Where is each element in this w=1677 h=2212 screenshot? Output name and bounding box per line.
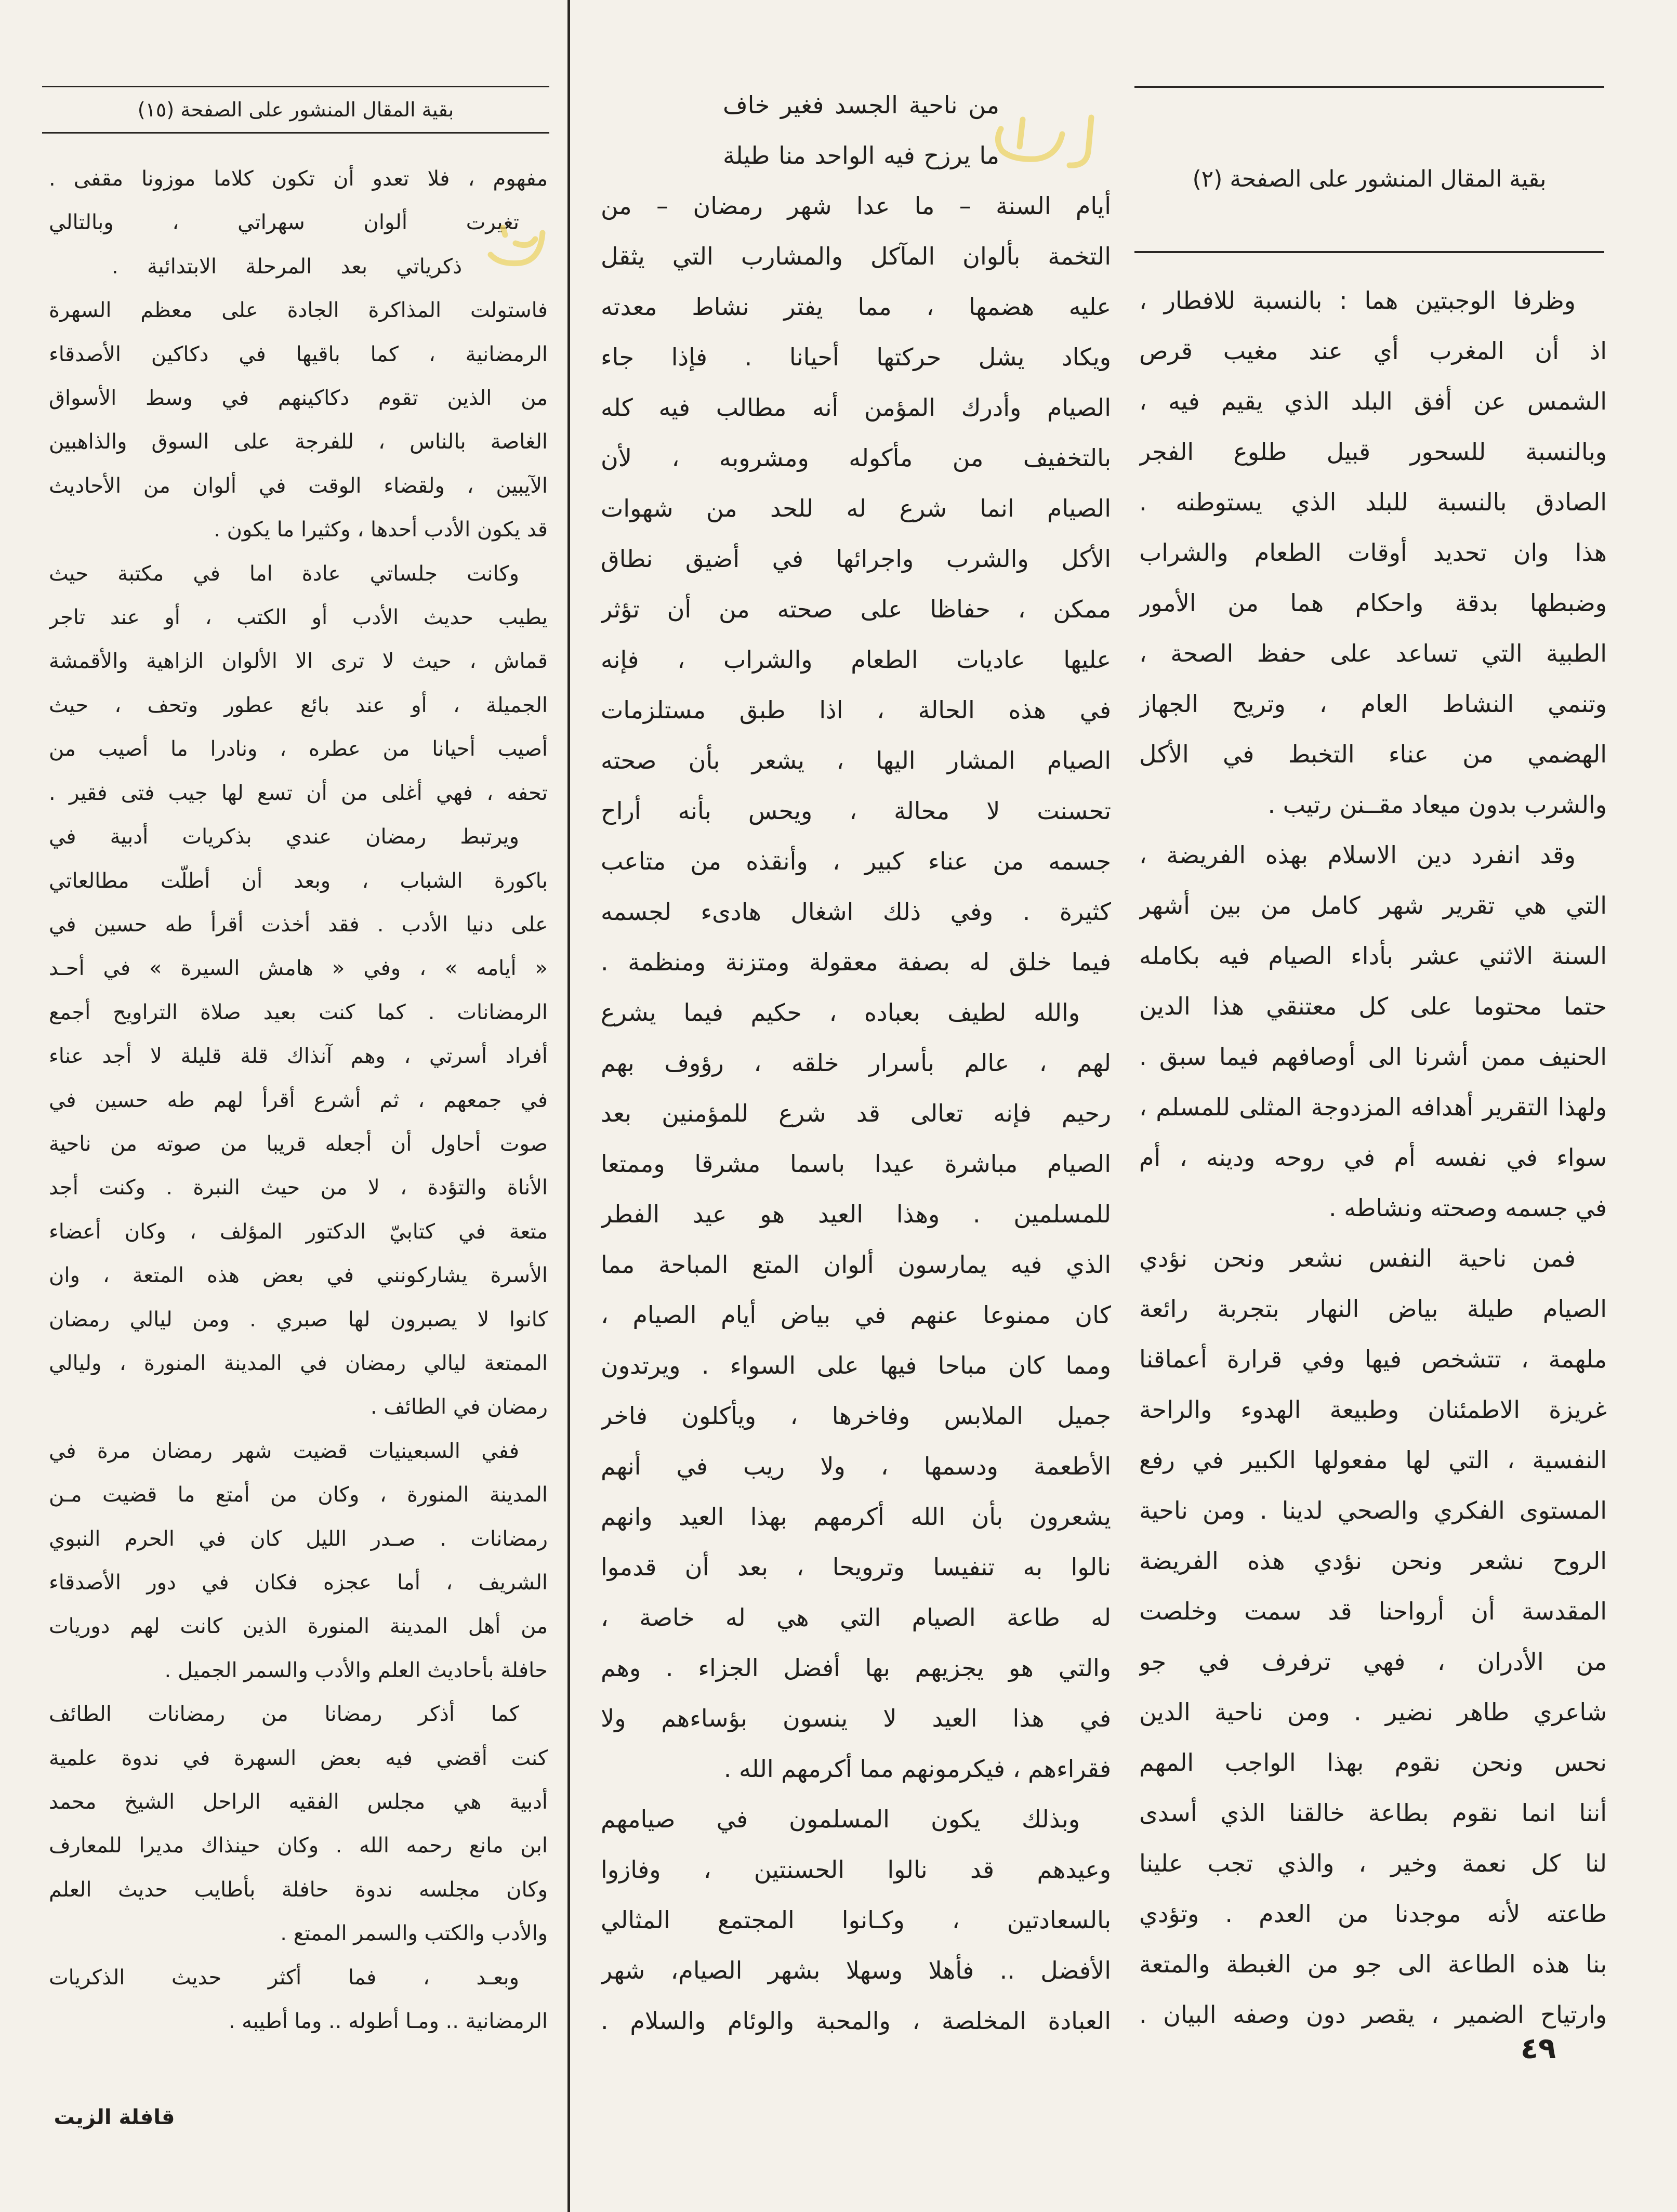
text-line: الصيام طيلة بياض النهار بتجربة رائعة (1139, 1295, 1607, 1323)
text-line: والأدب والكتب والسمر الممتع . (280, 1921, 548, 1946)
text-line: كنت أقضي فيه بعض السهرة في ندوة علمية (49, 1746, 548, 1770)
text-line: في جمعهم ، ثم أشرع أقرأ لهم طه حسين في (49, 1088, 548, 1112)
body-text-left (49, 157, 548, 2043)
text-line: ابن مانع رحمه الله . وكان حينذاك مديرا للمعارف (49, 1834, 548, 1858)
body-text-middle (601, 80, 1111, 2046)
text-line: هذا وان تحديد أوقات الطعام والشراب (1139, 538, 1607, 567)
text-line: ولهذا التقرير أهدافه المزدوجة المثلى للمسلم ، (1139, 1093, 1607, 1121)
text-line: أفراد أسرتي ، وهم آنذاك قلة قليلة لا أجد عناء (49, 1044, 548, 1069)
text-line: الصادق بالنسبة للبلد الذي يستوطنه . (1139, 488, 1607, 516)
text-line: المستوى الفكري والصحي لدينا . ومن ناحية (1139, 1496, 1607, 1524)
text-line: المدينة المنورة ، وكان من أمتع ما قضيت مـن (49, 1483, 548, 1507)
text-line: سواء في نفسه أم في روحه ودينه ، أم (1139, 1143, 1607, 1171)
text-line: أدبية هي مجلس الفقيه الراحل الشيخ محمد (49, 1790, 548, 1814)
text-line: النفسية ، التي لها مفعولها الكبير في رفع (1139, 1446, 1607, 1474)
text-line: الرمضانية ، كما باقيها في دكاكين الأصدقاء (49, 342, 548, 366)
text-line: الرمضانية .. ومـا أطوله .. وما أطيبه . (228, 2009, 548, 2034)
text-line: الأطعمة ودسمها ، ولا ريب في أنهم (601, 1452, 1111, 1480)
text-line: الآيبين ، ولقضاء الوقت في ألوان من الأحاديث (49, 473, 548, 498)
text-line: أيام السنة – ما عدا شهر رمضان – من (601, 192, 1111, 220)
text-line: الشمس عن أفق البلد الذي يقيم فيه ، (1139, 387, 1607, 415)
text-line: وبعـد ، فما أكثر حديث الذكريات (49, 1965, 519, 1990)
text-line: على دنيا الأدب . فقد أخذت أقرأ طه حسين في (49, 912, 548, 937)
page-number: ٤٩ (1520, 2032, 1556, 2065)
text-line: اذ أن المغرب أي عند مغيب قرص (1139, 337, 1607, 365)
text-line: والشرب بدون ميعاد مقــنن رتيب . (1267, 791, 1607, 819)
text-line: كانوا لا يصبرون لها صبري . ومن ليالي رمضان (49, 1307, 548, 1332)
text-line: رمضان في الطائف . (370, 1395, 548, 1419)
text-line: فمن ناحية النفس نشعر ونحن نؤدي (1139, 1244, 1576, 1272)
text-line: الصيام المشار اليها ، يشعر بأن صحته (601, 746, 1111, 774)
text-line: وارتياح الضمير ، يقصر دون وصفه البيان . (1139, 2000, 1607, 2029)
text-line: ويرتبط رمضان عندي بذكريات أدبية في (49, 825, 519, 849)
text-line: الطبية التي تساعد على حفظ الصحة ، (1139, 639, 1607, 667)
text-line: ممكن ، حفاظا على صحته من أن تؤثر (601, 595, 1111, 623)
text-line: عليه هضمها ، مما يفتر نشاط معدته (601, 293, 1111, 321)
text-line: المقدسة أن أرواحنا قد سمت وخلصت (1139, 1597, 1607, 1625)
text-line: من ناحية الجسد فغير خاف (723, 91, 999, 119)
text-line: تحسنت لا محالة ، ويحس بأنه أراح (601, 797, 1111, 825)
text-line: نالوا به تنفيسا وترويحا ، بعد أن قدموا (601, 1553, 1111, 1581)
text-line: في هذه الحالة ، اذا طبق مستلزمات (601, 696, 1111, 724)
text-line: وتنمي النشاط العام ، وتريح الجهاز (1139, 690, 1607, 718)
text-line: ملهمة ، تتشخص فيها وفي قرارة أعماقنا (1139, 1345, 1607, 1373)
text-line: الهضمي من عناء التخبط في الأكل (1139, 740, 1607, 768)
text-line: الممتعة ليالي رمضان في المدينة المنورة ، وليالي (49, 1351, 548, 1375)
text-line: الجميلة ، أو عند بائع عطور وتحف ، حيث (49, 693, 548, 717)
text-line: وبذلك يكون المسلمون في صيامهم (601, 1805, 1080, 1833)
text-line: كثيرة . وفي ذلك اشغال هادىء لجسمه (601, 898, 1111, 926)
text-line: متعة في كتابيّ الدكتور المؤلف ، وكان أعضاء (49, 1219, 548, 1244)
text-line: فيما خلق له بصفة معقولة ومتزنة ومنظمة . (601, 948, 1111, 976)
text-line: قد يكون الأدب أحدها ، وكثيرا ما يكون . (214, 518, 548, 542)
text-line: نحس ونحن نقوم بهذا الواجب المهم (1139, 1748, 1607, 1776)
continuation-header-text: بقية المقال المنشور على الصفحة (٢) (1192, 165, 1547, 192)
text-line: وكان مجلسه ندوة حافلة بأطايب حديث العلم (49, 1877, 548, 1902)
text-line: غريزة الاطمئنان وطبيعة الهدوء والراحة (1139, 1395, 1607, 1424)
text-line: الروح نشعر ونحن نؤدي هذه الفريضة (1139, 1547, 1607, 1575)
text-line: في هذا العيد لا ينسون بؤساءهم ولا (601, 1704, 1111, 1732)
text-line: الصيام وأدرك المؤمن أنه مطالب فيه كله (601, 393, 1111, 422)
continuation-header-left (42, 86, 549, 134)
text-line: الغاصة بالناس ، للفرجة على السوق والذاهبين (49, 430, 548, 454)
continuation-header-text: بقية المقال المنشور على الصفحة (١٥) (137, 98, 454, 121)
text-line: أصيب أحيانا من عطره ، ونادرا ما أصيب من (49, 737, 548, 761)
text-line: من الأدران ، فهي ترفرف في جو (1139, 1648, 1607, 1676)
text-line: الذي فيه يمارسون ألوان المتع المباحة مما (601, 1250, 1111, 1279)
text-line: عليها عاديات الطعام والشراب ، فإنه (601, 646, 1111, 674)
text-line: وظرفا الوجبتين هما : بالنسبة للافطار ، (1139, 286, 1576, 314)
text-line: للمسلمين . وهذا العيد هو عيد الفطر (601, 1200, 1111, 1228)
text-line: رحيم فإنه تعالى قد شرع للمؤمنين بعد (601, 1099, 1111, 1127)
text-line: تحفه ، فهي أغلى من أن تسع لها جيب فتى فقير . (49, 781, 548, 805)
text-line: قماش ، حيث لا ترى الا الألوان الزاهية والأقمشة (49, 649, 548, 674)
text-line: جميل الملابس وفاخرها ، ويأكلون فاخر (601, 1402, 1111, 1430)
text-line: وعيدهم قد نالوا الحسنتين ، وفازوا (601, 1855, 1111, 1884)
text-line: له طاعة الصيام التي هي له خاصة ، (601, 1603, 1111, 1631)
text-line: العبادة المخلصة ، والمحبة والوئام والسلام . (601, 2007, 1111, 2035)
text-line: بالسعادتين ، وكـانوا المجتمع المثالي (601, 1906, 1111, 1934)
text-line: وبالنسبة للسحور قبيل طلوع الفجر (1139, 438, 1607, 466)
text-line: كما أذكر رمضانا من رمضانات الطائف (49, 1702, 519, 1727)
text-line: ذكرياتي بعد المرحلة الابتدائية . (112, 254, 462, 279)
text-line: الصيام انما شرع له للحد من شهوات (601, 494, 1111, 522)
text-line: من الذين تقوم دكاكينهم في وسط الأسواق (49, 386, 548, 411)
text-line: لهم ، عالم بأسرار خلقه ، رؤوف بهم (601, 1049, 1111, 1077)
text-line: وقد انفرد دين الاسلام بهذه الفريضة ، (1139, 841, 1576, 869)
text-line: الحنيف ممن أشرنا الى أوصافهم فيما سبق . (1139, 1043, 1607, 1071)
text-line: كان ممنوعا عنهم في بياض أيام الصيام ، (601, 1301, 1111, 1329)
text-line: الأفضل .. فأهلا وسهلا بشهر الصيام، شهر (601, 1956, 1111, 1984)
text-line: ما يرزح فيه الواحد منا طيلة (723, 141, 999, 169)
text-line: ويكاد يشل حركتها أحيانا . فإذا جاء (601, 343, 1111, 371)
text-line: رمضانات . صـدر الليل كان في الحرم النبوي (49, 1526, 548, 1551)
text-line: الصيام مباشرة عيدا باسما مشرقا وممتعا (601, 1150, 1111, 1178)
text-line: فقراءهم ، فيكرمونهم مما أكرمهم الله . (723, 1755, 1111, 1783)
text-line: حافلة بأحاديث العلم والأدب والسمر الجميل . (164, 1658, 548, 1682)
text-line: التي هي تقرير شهر كامل من بين أشهر (1139, 891, 1607, 919)
text-line: ومما كان مباحا فيها على السواء . ويرتدون (601, 1351, 1111, 1379)
text-line: من أهل المدينة المنورة الذين كانت لهم دوريات (49, 1614, 548, 1639)
text-line: الرمضانات . كما كنت بعيد صلاة التراويح أجمع (49, 1000, 548, 1024)
continuation-header-right (1134, 86, 1604, 253)
text-line: فاستولت المذاكرة الجادة على معظم السهرة (49, 298, 548, 323)
text-line: ففي السبعينيات قضيت شهر رمضان مرة في (49, 1439, 519, 1463)
text-line: طاعته لأنه موجدنا من العدم . وتؤدي (1139, 1900, 1607, 1928)
text-line: والتي هو يجزيهم بها أفضل الجزاء . وهم (601, 1654, 1111, 1682)
text-line: مفهوم ، فلا تعدو أن تكون كلاما موزونا مقفى . (49, 167, 548, 191)
text-line: حتما محتوما على كل معتنقي هذا الدين (1139, 992, 1607, 1020)
text-line: لنا كل نعمة وخير ، والذي تجب علينا (1139, 1849, 1607, 1877)
text-line: بالتخفيف من مأكوله ومشروبه ، لأن (601, 444, 1111, 472)
text-line: أننا انما نقوم بطاعة خالقنا الذي أسدى (1139, 1799, 1607, 1827)
body-text-right (1139, 275, 1607, 2040)
text-line: شاعري طاهر نضير . ومن ناحية الدين (1139, 1698, 1607, 1726)
text-line: يطيب حديث الأدب أو الكتب ، أو عند تاجر (49, 605, 548, 630)
text-line: جسمه من عناء كبير ، وأنقذه من متاعب (601, 847, 1111, 875)
text-line: التخمة بألوان المآكل والمشارب التي يثقل (601, 242, 1111, 270)
text-line: بنا هذه الطاعة الى جو من الغبطة والمتعة (1139, 1950, 1607, 1978)
text-line: باكورة الشباب ، وبعد أن أطلّت مطالعاتي (49, 868, 548, 893)
text-line: « أيامه » ، وفي « هامش السيرة » في أحـد (49, 956, 548, 981)
text-line: وضبطها بدقة واحكام هما من الأمور (1139, 589, 1607, 617)
text-line: الأكل والشرب واجرائها في أضيق نطاق (601, 545, 1111, 573)
text-line: تغيرت ألوان سهراتي ، وبالتالي (49, 210, 519, 235)
column-divider-rule (567, 0, 570, 2212)
publication-name: قافلة الزيت (54, 2105, 175, 2129)
text-line: في جسمه وصحته ونشاطه . (1328, 1194, 1607, 1222)
text-line: الأناة والتؤدة ، لا من حيث النبرة . وكنت أجد (49, 1176, 548, 1200)
text-line: الشريف ، أما عجزه فكان في دور الأصدقاء (49, 1571, 548, 1595)
text-line: صوت أحاول أن أجعله قريبا من صوته من ناحية (49, 1131, 548, 1156)
text-line: الأسرة يشاركونني في بعض هذه المتعة ، وان (49, 1263, 548, 1288)
text-line: وكانت جلساتي عادة اما في مكتبة حيث (49, 561, 519, 586)
text-line: السنة الاثني عشر بأداء الصيام فيه بكامله (1139, 942, 1607, 970)
text-line: والله لطيف بعباده ، حكيم فيما يشرع (601, 998, 1080, 1026)
text-line: يشعرون بأن الله أكرمهم بهذا العيد وانهم (601, 1503, 1111, 1531)
